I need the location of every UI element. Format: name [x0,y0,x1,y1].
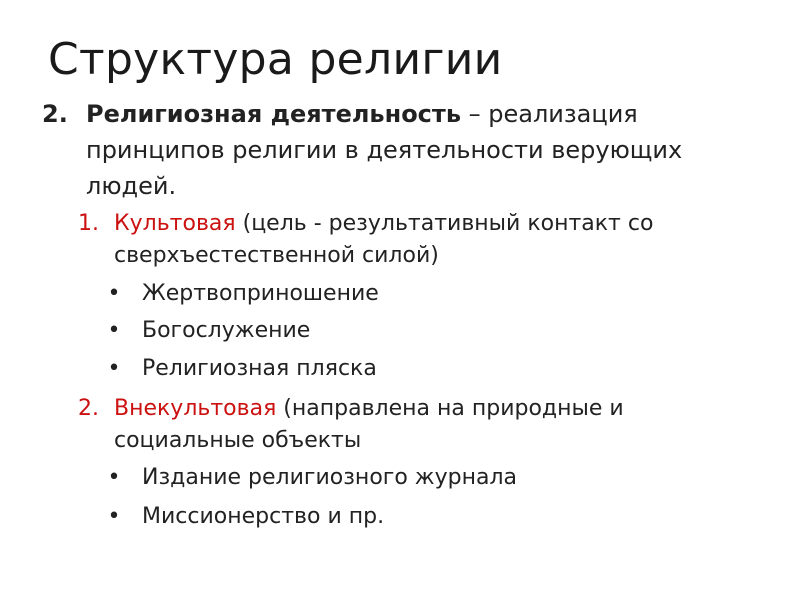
sub-item-noncult-text [114,393,758,457]
sub-item-noncult [78,393,758,457]
main-point-number: 2. [42,100,68,128]
sub-item-noncult-description: (направлена на природные и социальные объекты [114,396,624,453]
sub-item-cult-term: Культовая [114,211,236,236]
bullet-icon: • [107,356,121,381]
bullet-item [104,501,744,533]
bullet-text: Миссионерство и пр. [142,504,385,529]
sub-item-noncult-term: Внекультовая [114,396,277,421]
bullet-item [104,353,744,385]
bullet-icon: • [107,504,121,529]
bullet-item [104,278,744,310]
slide-title: Структура религии [48,34,503,85]
sub-item-cult-text [114,208,758,272]
sub-item-cult [78,208,758,272]
bullet-item [104,462,744,494]
bullet-text: Религиозная пляска [142,356,377,381]
sub-item-cult-description: (цель - результативный контакт со сверхъестественной силой) [114,211,654,268]
bullet-icon: • [107,318,121,343]
bullet-text: Жертвоприношение [142,281,379,306]
bullet-text: Издание религиозного журнала [142,465,517,490]
main-point-description: – реализация принципов религии в деятельности верующих людей. [86,100,683,200]
bullet-item [104,315,744,347]
bullet-text: Богослужение [142,318,311,343]
main-point-text [86,96,762,204]
sub-item-noncult-number: 2. [78,396,99,421]
bullet-icon: • [107,281,121,306]
main-point [42,96,762,204]
sub-item-cult-number: 1. [78,211,99,236]
main-point-term: Религиозная деятельность [86,100,461,128]
bullet-icon: • [107,465,121,490]
